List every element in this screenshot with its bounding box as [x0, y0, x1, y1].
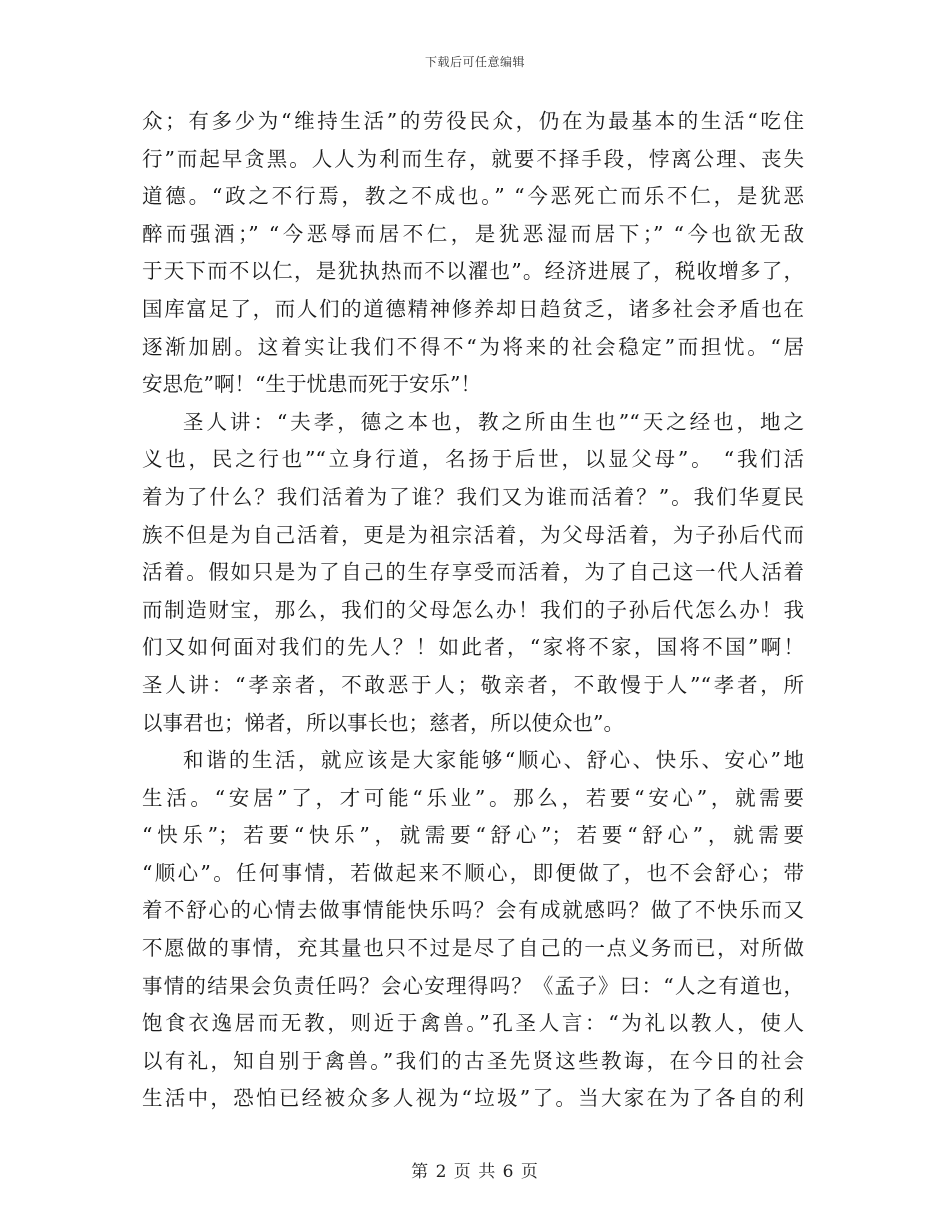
- text-line: 不愿做的事情，充其量也只不过是尽了自己的一点义务而已，对所做: [142, 936, 804, 961]
- text-line: 生活中，恐怕已经被众多人视为“垃圾”了。当大家在为了各自的利: [142, 1086, 804, 1111]
- text-line: 活着。假如只是为了自己的生存享受而活着，为了自己这一代人活着: [142, 560, 804, 585]
- text-line: 众；有多少为“维持生活”的劳役民众，仍在为最基本的生活“吃住: [142, 109, 804, 133]
- text-line: “顺心”。任何事情，若做起来不顺心，即便做了，也不会舒心；带: [142, 860, 804, 885]
- text-line: 圣人讲：“孝亲者，不敢恶于人；敬亲者，不敢慢于人”“孝者，所: [142, 672, 804, 697]
- page-number: 第 2 页 共 6 页: [411, 1162, 539, 1182]
- text-line: 道德。“政之不行焉，教之不成也。” “今恶死亡而乐不仁，是犹恶: [142, 184, 804, 209]
- text-line: 着不舒心的心情去做事情能快乐吗？会有成就感吗？做了不快乐而又: [142, 898, 804, 923]
- text-line: 于天下而不以仁，是犹执热而不以濯也”。经济进展了，税收增多了，: [142, 259, 804, 284]
- text-line: 国库富足了，而人们的道德精神修养却日趋贫乏，诸多社会矛盾也在: [142, 296, 804, 321]
- text-line: 安思危”啊！“生于忧患而死于安乐”！: [142, 372, 481, 397]
- text-line: 生活。“安居”了，才可能“乐业”。那么，若要“安心”，就需要: [142, 785, 804, 810]
- text-line: 醉而强酒；” “今恶辱而居不仁，是犹恶湿而居下；” “今也欲无敌: [142, 221, 804, 246]
- text-line: 和谐的生活，就应该是大家能够“顺心、舒心、快乐、安心”地: [183, 748, 804, 773]
- text-line: 们又如何面对我们的先人？！如此者，“家将不家，国将不国”啊！: [142, 635, 804, 660]
- paragraph: [142, 103, 804, 404]
- paragraph: [142, 742, 804, 1118]
- text-line: 族不但是为自己活着，更是为祖宗活着，为父母活着，为子孙后代而: [142, 522, 804, 547]
- body-text: [142, 103, 804, 1118]
- text-line: 而制造财宝，那么，我们的父母怎么办！我们的子孙后代怎么办！我: [142, 597, 804, 622]
- text-line: 圣人讲：“夫孝，德之本也，教之所由生也”“天之经也，地之: [183, 409, 804, 434]
- text-line: 饱食衣逸居而无教，则近于禽兽。”孔圣人言：“为礼以教人，使人: [142, 1011, 804, 1036]
- text-line: 以有礼，知自别于禽兽。”我们的古圣先贤这些教诲，在今日的社会: [142, 1048, 804, 1073]
- text-line: 行”而起早贪黑。人人为利而生存，就要不择手段，悖离公理、丧失: [142, 146, 804, 171]
- text-line: “快乐”；若要“快乐”，就需要“舒心”；若要“舒心”，就需要: [142, 823, 804, 848]
- text-line: 逐渐加剧。这着实让我们不得不“为将来的社会稳定”而担忧。“居: [142, 334, 804, 359]
- text-line: 事情的结果会负责任吗？会心安理得吗？《孟子》曰：“人之有道也，: [142, 973, 804, 998]
- page-header: 下载后可任意编辑: [424, 55, 525, 69]
- text-line: 着为了什么？我们活着为了谁？我们又为谁而活着？”。我们华夏民: [142, 484, 804, 509]
- text-line: 以事君也；悌者，所以事长也；慈者，所以使众也”。: [142, 710, 624, 735]
- text-line: 义也，民之行也”“立身行道，名扬于后世，以显父母”。 “我们活: [142, 447, 804, 472]
- paragraph: [142, 404, 804, 742]
